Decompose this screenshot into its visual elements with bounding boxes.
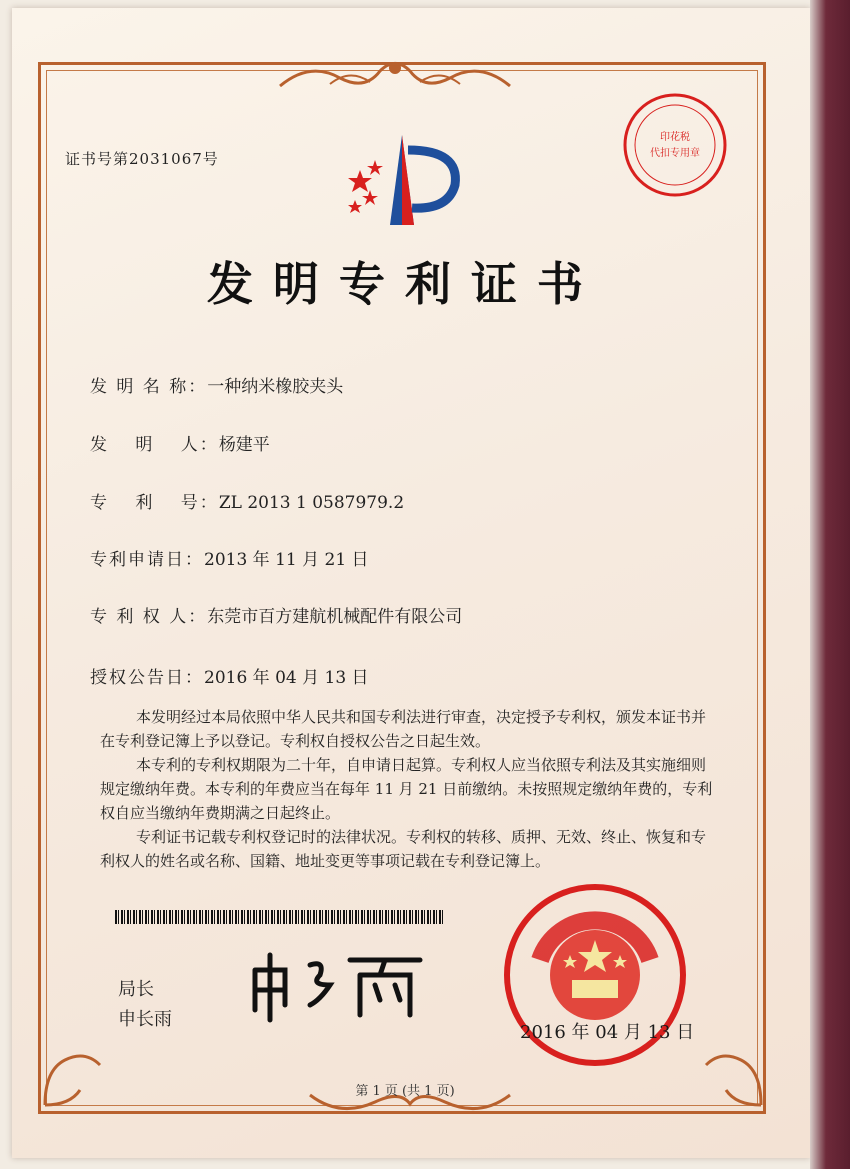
inventor-value: 杨建平 — [218, 435, 270, 455]
page-title: 发明专利证书 — [207, 257, 603, 311]
certificate-body — [100, 705, 720, 873]
filing-date-value: 2013 年 11 月 21 日 — [204, 550, 369, 570]
director-name: 申长雨 — [118, 1009, 172, 1030]
patentee-row — [90, 602, 462, 627]
grant-date-row — [90, 663, 369, 688]
invention-name-value: 一种纳米橡胶夹头 — [207, 377, 344, 397]
patent-office-logo-icon — [330, 130, 480, 230]
svg-text:代扣专用章: 代扣专用章 — [650, 148, 700, 159]
invention-name-row — [90, 372, 343, 397]
body-paragraph-3: 专利证书记载专利权登记时的法律状况。专利权的转移、质押、无效、终止、恢复和专利权人的姓名或名称、国籍、地址变更等事项记载在专利登记簿上。 — [100, 828, 707, 870]
body-paragraph-2: 本专利的专利权期限为二十年，自申请日起算。专利权人应当依照专利法及其实施细则规定缴纳年费。本专利的年费应当在每年 11 月 21 日前缴纳。未按照规定缴纳年费的，专利权自应当缴纳年费期满之日起终止。 — [100, 756, 713, 822]
grant-date-label: 授权公告日： — [90, 668, 204, 688]
director-signature-icon — [240, 945, 440, 1025]
patent-number-value: ZL 2013 1 0587979.2 — [218, 493, 405, 513]
top-ornament-icon — [270, 56, 520, 96]
page-number: 第 1 页 (共 1 页) — [355, 1084, 455, 1099]
certificate-number: 证书号第2031067号 — [65, 150, 219, 168]
patentee-value: 东莞市百方建航机械配件有限公司 — [207, 607, 463, 627]
director-title: 局长 — [118, 979, 154, 1000]
tax-stamp-icon — [620, 90, 730, 200]
binding-edge — [810, 0, 850, 1169]
patent-number-row — [90, 488, 404, 513]
grant-date-value: 2016 年 04 月 13 日 — [204, 668, 369, 688]
patentee-label: 专 利 权 人： — [90, 607, 208, 627]
barcode — [115, 910, 445, 924]
invention-name-label: 发 明 名 称： — [90, 377, 208, 397]
filing-date-label: 专利申请日： — [90, 550, 204, 570]
filing-date-row — [90, 545, 369, 570]
patent-number-label: 专 利 号： — [90, 493, 219, 513]
corner-ornament-br-icon — [696, 1040, 766, 1110]
inventor-label: 发 明 人： — [90, 435, 219, 455]
svg-text:印花税: 印花税 — [660, 132, 690, 143]
body-paragraph-1: 本发明经过本局依照中华人民共和国专利法进行审查，决定授予专利权，颁发本证书并在专利登记簿上予以登记。专利权自授权公告之日起生效。 — [100, 708, 707, 750]
corner-ornament-bl-icon — [40, 1040, 110, 1110]
seal-date: 2016 年 04 月 13 日 — [520, 1022, 695, 1043]
inventor-row — [90, 430, 270, 455]
